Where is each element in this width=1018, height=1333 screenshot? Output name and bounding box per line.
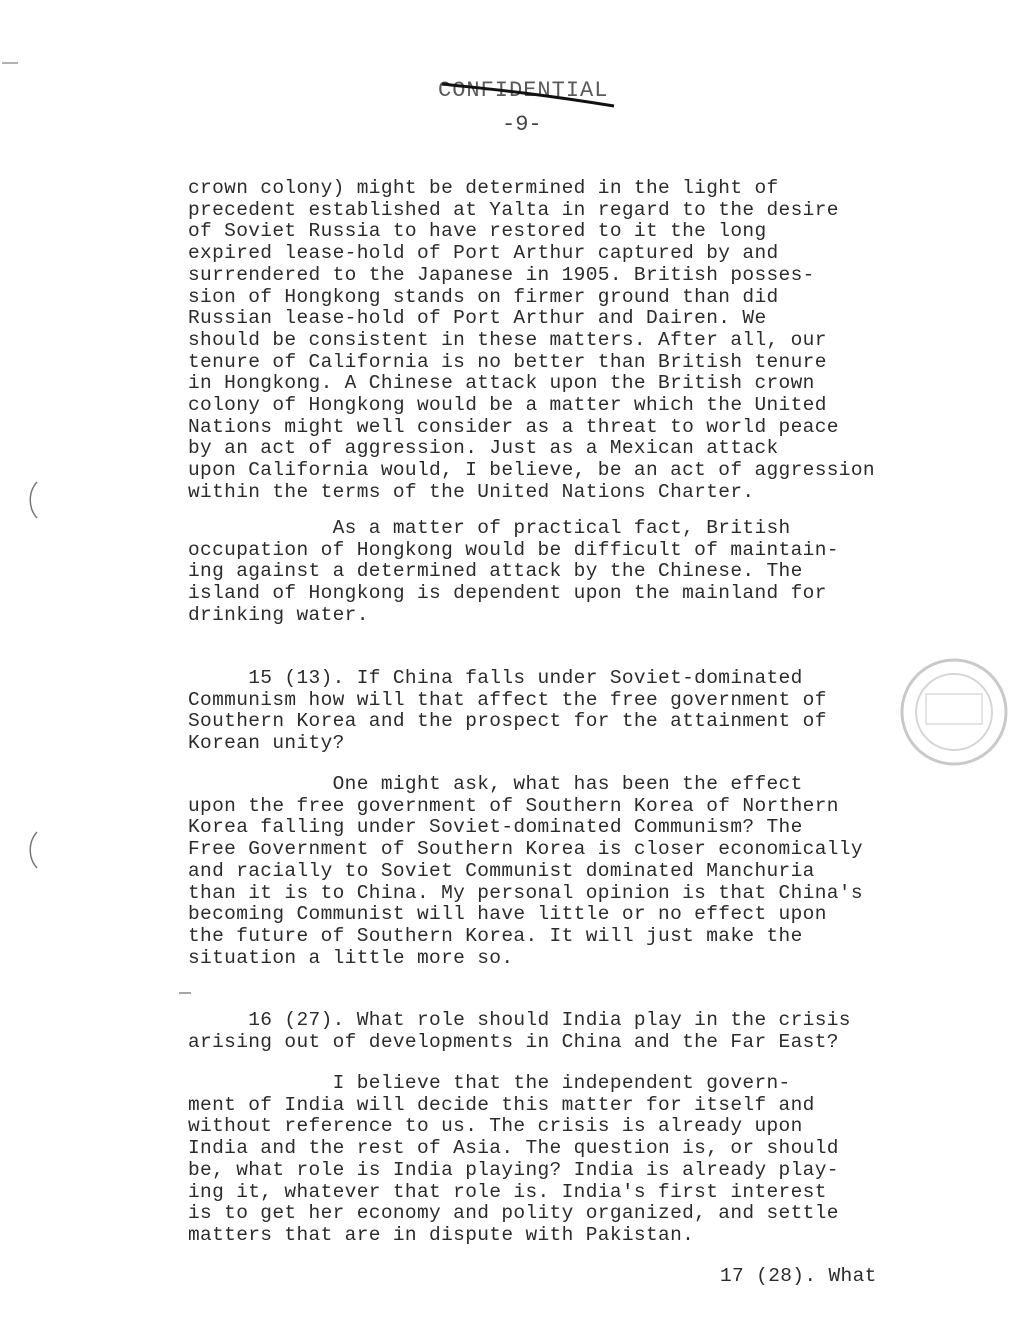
- text-line: in Hongkong. A Chinese attack upon the British crown: [188, 372, 815, 395]
- strikethrough-mark: [438, 78, 618, 108]
- text-line: becoming Communist will have little or no effect upon: [188, 903, 827, 926]
- text-line: expired lease-hold of Port Arthur captured by and: [188, 242, 779, 265]
- page-number: -9-: [502, 112, 542, 137]
- text-line: India and the rest of Asia. The question is, or should: [188, 1137, 839, 1160]
- text-line: Korea falling under Soviet-dominated Communism? The: [188, 816, 803, 839]
- text-line: within the terms of the United Nations Charter.: [188, 480, 755, 503]
- text-line: arising out of developments in China and the Far East?: [188, 1030, 839, 1053]
- text-line: ing it, whatever that role is. India's first interest: [188, 1180, 827, 1203]
- text-line: crown colony) might be determined in the light of: [188, 177, 779, 199]
- text-line: be, what role is India playing? India is already play-: [188, 1158, 839, 1181]
- text-line: island of Hongkong is dependent upon the mainland for: [188, 582, 827, 605]
- classification-header: [438, 72, 638, 112]
- margin-dash-mark: [178, 990, 192, 996]
- text-line: tenure of California is no better than British tenure: [188, 350, 827, 373]
- text-line: and racially to Soviet Communist dominated Manchuria: [188, 859, 815, 882]
- text-line: Korean unity?: [188, 732, 345, 755]
- text-line: Free Government of Southern Korea is closer economically: [188, 838, 863, 861]
- text-line: colony of Hongkong would be a matter which the United: [188, 394, 827, 416]
- text-line: surrendered to the Japanese in 1905. British posses-: [188, 263, 815, 286]
- text-line: occupation of Hongkong would be difficult of maintain-: [188, 538, 839, 561]
- margin-bracket-mark: [26, 480, 40, 520]
- text-line: I believe that the independent govern-: [188, 1072, 791, 1094]
- text-line: by an act of aggression. Just as a Mexican attack: [188, 437, 779, 460]
- archive-stamp: [896, 654, 1012, 770]
- text-line: than it is to China. My personal opinion is that China's: [188, 881, 863, 904]
- text-line: sion of Hongkong stands on firmer ground than did: [188, 285, 779, 308]
- text-line: Southern Korea and the prospect for the attainment of: [188, 710, 827, 733]
- text-line: should be consistent in these matters. After all, our: [188, 328, 827, 351]
- text-line: 16 (27). What role should India play in the crisis: [188, 1009, 851, 1031]
- margin-bracket-mark: [26, 830, 40, 870]
- text-line: Russian lease-hold of Port Arthur and Dairen. We: [188, 307, 767, 330]
- text-line: drinking water.: [188, 603, 369, 626]
- text-line: ment of India will decide this matter for itself and: [188, 1093, 815, 1116]
- text-line: Nations might well consider as a threat to world peace: [188, 415, 839, 438]
- text-line: Communism how will that affect the free government of: [188, 688, 827, 711]
- text-line: 15 (13). If China falls under Soviet-dominated: [188, 667, 803, 689]
- text-line: matters that are in dispute with Pakistan.: [188, 1223, 695, 1246]
- text-line: the future of Southern Korea. It will just make the: [188, 924, 803, 947]
- text-line: ing against a determined attack by the Chinese. The: [188, 560, 803, 583]
- text-line: upon the free government of Southern Korea of Northern: [188, 794, 839, 817]
- text-line: situation a little more so.: [188, 946, 514, 969]
- text-line: of Soviet Russia to have restored to it the long: [188, 220, 767, 243]
- text-line: is to get her economy and polity organized, and settle: [188, 1202, 839, 1225]
- text-line: without reference to us. The crisis is already upon: [188, 1115, 803, 1138]
- text-line: upon California would, I believe, be an act of aggression: [188, 459, 875, 482]
- text-line: One might ask, what has been the effect: [188, 773, 803, 795]
- classification-label: CONFIDENTIAL: [438, 78, 609, 103]
- text-line: As a matter of practical fact, British: [188, 517, 791, 539]
- continuation-text: 17 (28). What: [720, 1265, 877, 1287]
- text-line: precedent established at Yalta in regard to the desire: [188, 198, 839, 221]
- margin-dash-mark: [0, 60, 20, 66]
